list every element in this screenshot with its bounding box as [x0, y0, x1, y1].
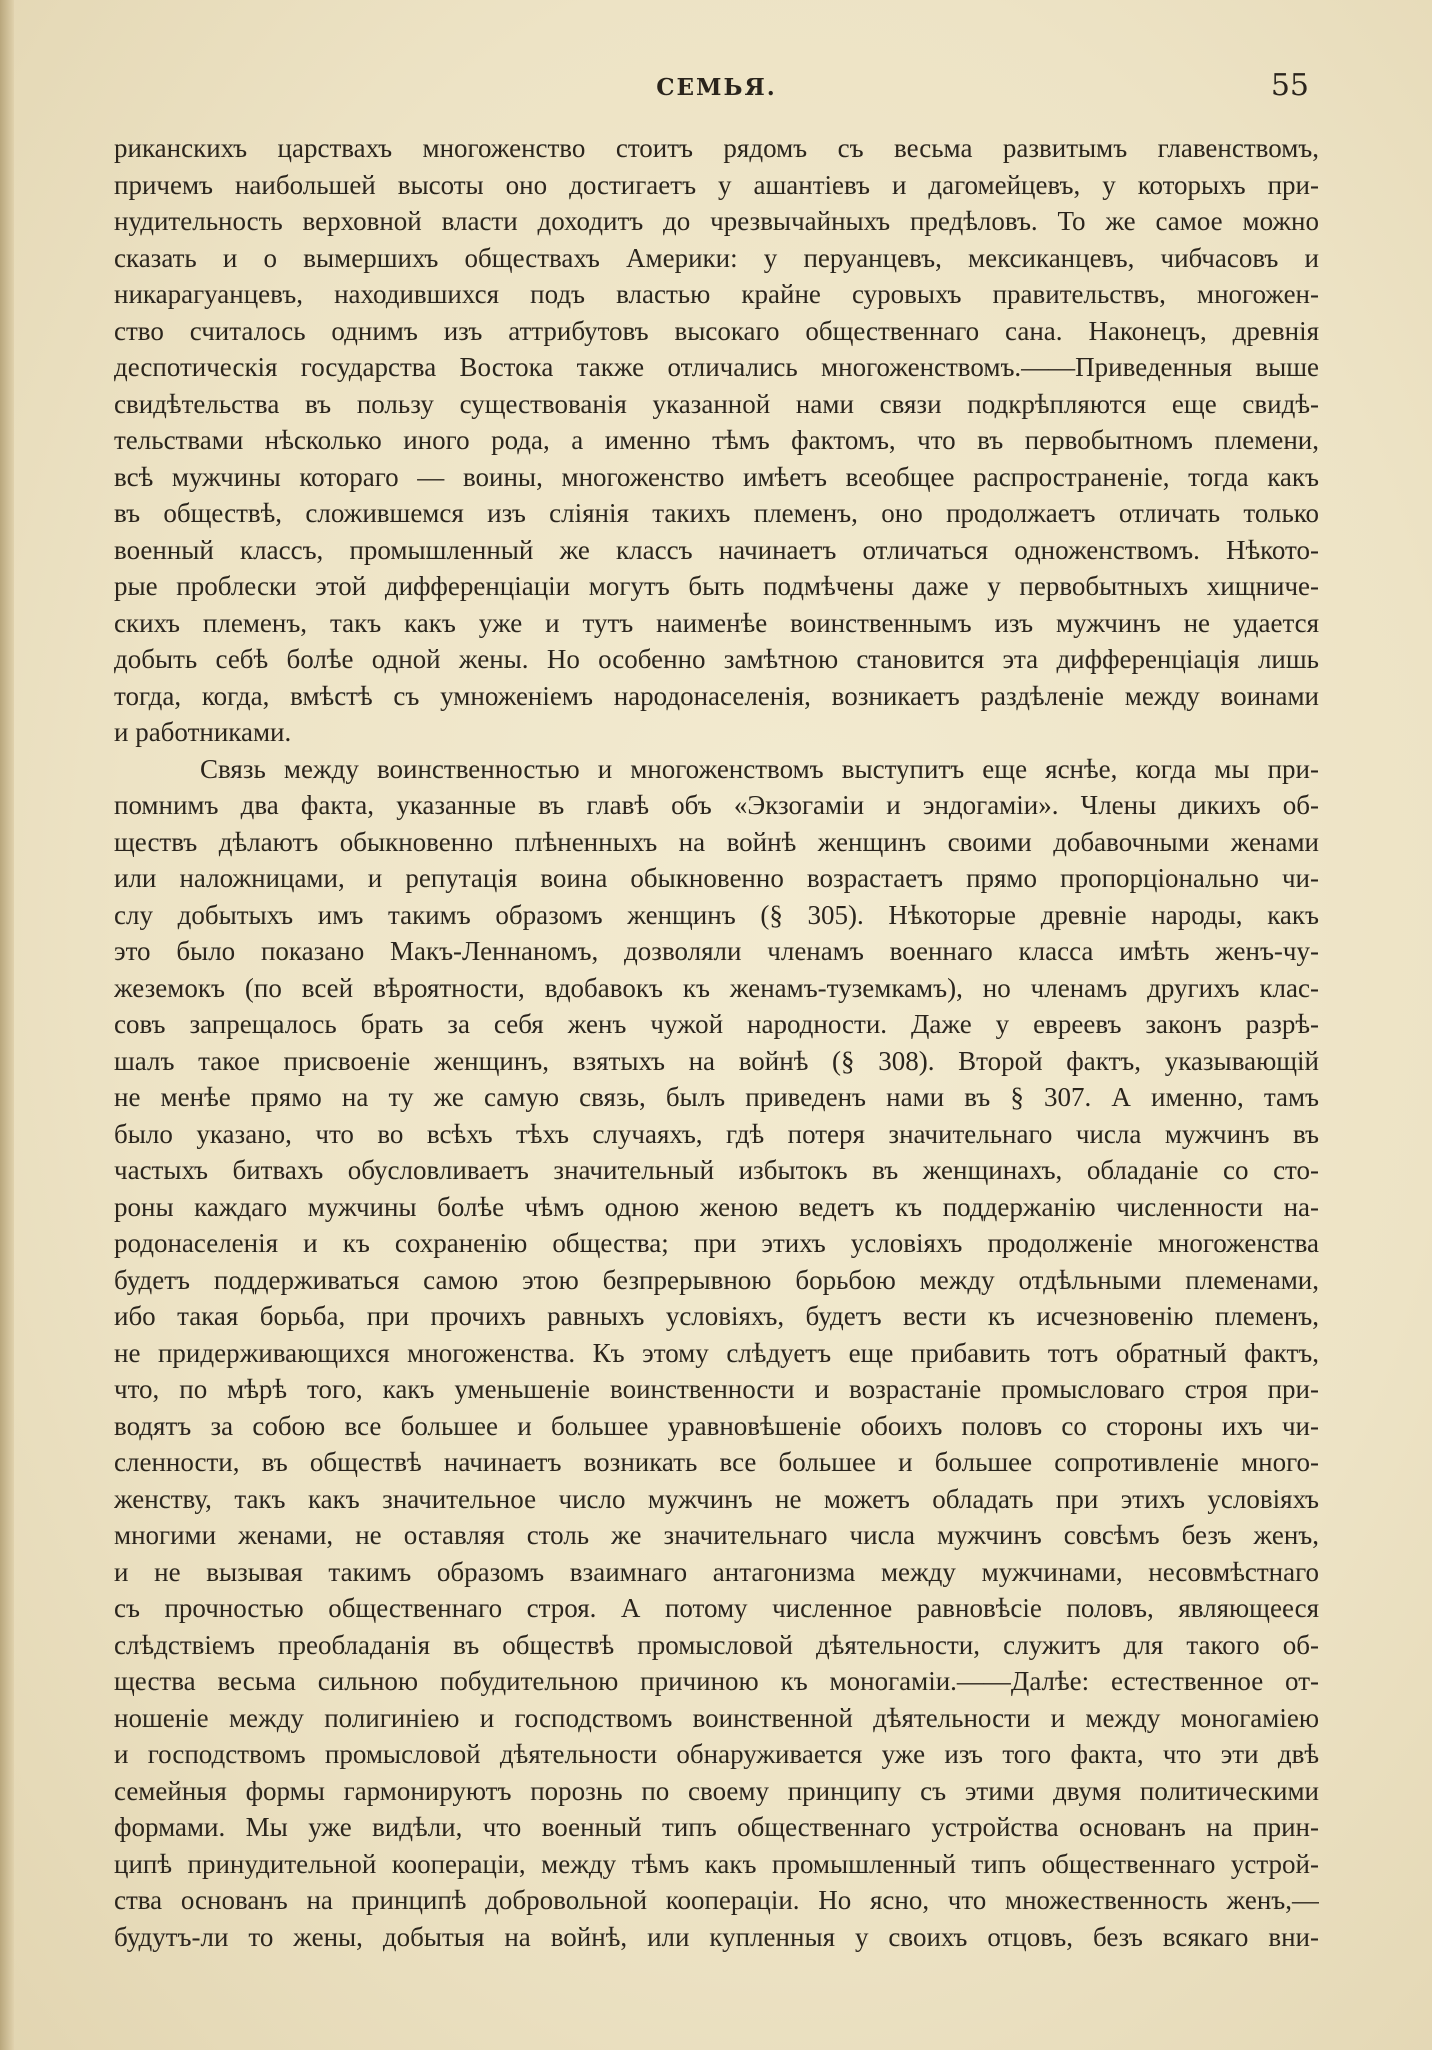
text-line: причемъ наибольшей высоты оно достигаетъ у ашантіевъ и дагомейцевъ, у которыхъ при-	[114, 169, 1319, 200]
text-line: помнимъ два факта, указанные въ главѣ объ «Экзогаміи и эндогаміи». Члены дикихъ об-	[114, 790, 1319, 820]
text-line: рые проблески этой дифференціаціи могутъ быть подмѣчены даже у первобытныхъ хищниче-	[114, 571, 1319, 601]
text-line: водятъ за собою все большее и большее уравновѣшеніе обоихъ половъ со стороны ихъ чи-	[114, 1410, 1319, 1441]
text-line: военный классъ, промышленный же классъ начинаетъ отличаться одноженствомъ. Нѣкото-	[114, 534, 1319, 565]
text-line: и господствомъ промысловой дѣятельности обнаруживается уже изъ того факта, что эти двѣ	[114, 1739, 1319, 1769]
text-line: или наложницами, и репутація воина обыкновенно возрастаетъ прямо пропорціонально чи-	[114, 863, 1319, 893]
text-line: будутъ-ли то жены, добытыя на войнѣ, или купленныя у своихъ отцовъ, безъ всякаго вни-	[114, 1921, 1319, 1952]
text-line: ства основанъ на принципѣ добровольной коопераціи. Но ясно, что множественность женъ,—	[114, 1885, 1319, 1915]
text-line: это было показано Макъ-Леннаномъ, дозволяли членамъ военнаго класса имѣть женъ-чу-	[114, 936, 1319, 966]
text-line: тогда, когда, вмѣстѣ съ умноженіемъ народонаселенія, возникаетъ раздѣленіе между воинами	[114, 680, 1319, 711]
text-line: риканскихъ царствахъ многоженство стоитъ рядомъ съ весьма развитымъ главенствомъ,	[114, 133, 1319, 163]
text-line: слу добытыхъ имъ такимъ образомъ женщинъ (§ 305). Нѣкоторые древніе народы, какъ	[114, 899, 1319, 930]
text-line: свидѣтельства въ пользу существованія указанной нами связи подкрѣпляются еще свидѣ-	[114, 388, 1319, 419]
text-line: щества весьма сильною побудительною причиною къ моногаміи.——Далѣе: естественное от-	[114, 1666, 1319, 1696]
text-line: не придерживающихся многоженства. Къ этому слѣдуетъ еще прибавить тотъ обратный фактъ,	[114, 1337, 1319, 1368]
text-line: совъ запрещалось брать за себя женъ чужой народности. Даже у евреевъ законъ разрѣ-	[114, 1009, 1319, 1039]
paragraph-1	[114, 130, 1319, 751]
running-title: СЕМЬЯ.	[656, 74, 777, 101]
text-line: ибо такая борьба, при прочихъ равныхъ условіяхъ, будетъ вести къ исчезновенію племенъ,	[114, 1301, 1319, 1331]
text-line: и работниками.	[114, 717, 292, 747]
text-line: и не вызывая такимъ образомъ взаимнаго антагонизма между мужчинами, несовмѣстнаго	[114, 1556, 1319, 1587]
page-header	[114, 68, 1319, 108]
text-line: было указано, что во всѣхъ тѣхъ случаяхъ, гдѣ потеря значительнаго числа мужчинъ въ	[114, 1118, 1319, 1149]
text-line: жеземокъ (по всей вѣроятности, вдобавокъ къ женамъ-туземкамъ), но членамъ другихъ клас-	[114, 972, 1319, 1003]
text-line: ществъ дѣлаютъ обыкновенно плѣненныхъ на войнѣ женщинъ своими добавочными женами	[114, 826, 1319, 857]
text-line: сказать и о вымершихъ обществахъ Америки: у перуанцевъ, мексиканцевъ, чибчасовъ и	[114, 242, 1319, 273]
text-line: нудительность верховной власти доходитъ до чрезвычайныхъ предѣловъ. То же самое можно	[114, 206, 1319, 236]
paragraph-2	[114, 751, 1319, 1956]
text-line: ношеніе между полигиніею и господствомъ воинственной дѣятельности и между моногаміею	[114, 1702, 1319, 1733]
page-number: 55	[1270, 68, 1309, 103]
text-line: не менѣе прямо на ту же самую связь, былъ приведенъ нами въ § 307. А именно, тамъ	[114, 1082, 1319, 1112]
text-line: скихъ племенъ, такъ какъ уже и тутъ наименѣе воинственнымъ изъ мужчинъ не удается	[114, 607, 1319, 638]
text-line: добыть себѣ болѣе одной жены. Но особенно замѣтною становится эта дифференціація лишь	[114, 644, 1319, 674]
text-line: никарагуанцевъ, находившихся подъ властью крайне суровыхъ правительствъ, многожен-	[114, 279, 1319, 309]
text-line: съ прочностью общественнаго строя. А потому численное равновѣсіе половъ, являющееся	[114, 1593, 1319, 1623]
text-line: деспотическія государства Востока также отличались многоженствомъ.——Приведенныя выше	[114, 352, 1319, 382]
text-line: родонаселенія и къ сохраненію общества; при этихъ условіяхъ продолженіе многоженства	[114, 1228, 1319, 1258]
text-line: многими женами, не оставляя столь же значительнаго числа мужчинъ совсѣмъ безъ женъ,	[114, 1520, 1319, 1550]
text-line: формами. Мы уже видѣли, что военный типъ общественнаго устройства основанъ на прин-	[114, 1812, 1319, 1842]
text-line: тельствами нѣсколько иного рода, а именно тѣмъ фактомъ, что въ первобытномъ племени,	[114, 425, 1319, 455]
text-line: ство считалось однимъ изъ аттрибутовъ высокаго общественнаго сана. Наконецъ, древнія	[114, 315, 1319, 346]
text-line: семейныя формы гармонируютъ порознь по своему принципу съ этими двумя политическими	[114, 1775, 1319, 1806]
text-line: женству, такъ какъ значительное число мужчинъ не можетъ обладать при этихъ условіяхъ	[114, 1483, 1319, 1514]
text-line: сленности, въ обществѣ начинаетъ возникать все большее и большее сопротивленіе много-	[114, 1447, 1319, 1477]
text-line: въ обществѣ, сложившемся изъ слiянія такихъ племенъ, оно продолжаетъ отличать только	[114, 498, 1319, 528]
text-line: частыхъ битвахъ обусловливаетъ значительный избытокъ въ женщинахъ, обладаніе со сто-	[114, 1155, 1319, 1185]
text-line: слѣдствіемъ преобладанія въ обществѣ промысловой дѣятельности, служитъ для такого об-	[114, 1629, 1319, 1660]
page-spine-shadow	[0, 0, 14, 2050]
text-line: роны каждаго мужчины болѣе чѣмъ одною женою ведетъ къ поддержанію численности на-	[114, 1191, 1319, 1222]
body-text	[114, 130, 1319, 1955]
text-line: Связь между воинственностью и многоженствомъ выступитъ еще яснѣе, когда мы при-	[200, 753, 1319, 784]
text-line: ципѣ принудительной коопераціи, между тѣмъ какъ промышленный типъ общественнаго устрой-	[114, 1848, 1319, 1879]
text-line: будетъ поддерживаться самою этою безпрерывною борьбою между отдѣльными племенами,	[114, 1264, 1319, 1295]
text-line: всѣ мужчины котораго — воины, многоженство имѣетъ всеобщее распространеніе, тогда какъ	[114, 461, 1319, 492]
text-line: что, по мѣрѣ того, какъ уменьшеніе воинственности и возрастаніе промысловаго строя при-	[114, 1374, 1319, 1404]
text-line: шалъ такое присвоеніе женщинъ, взятыхъ на войнѣ (§ 308). Второй фактъ, указывающій	[114, 1045, 1319, 1076]
